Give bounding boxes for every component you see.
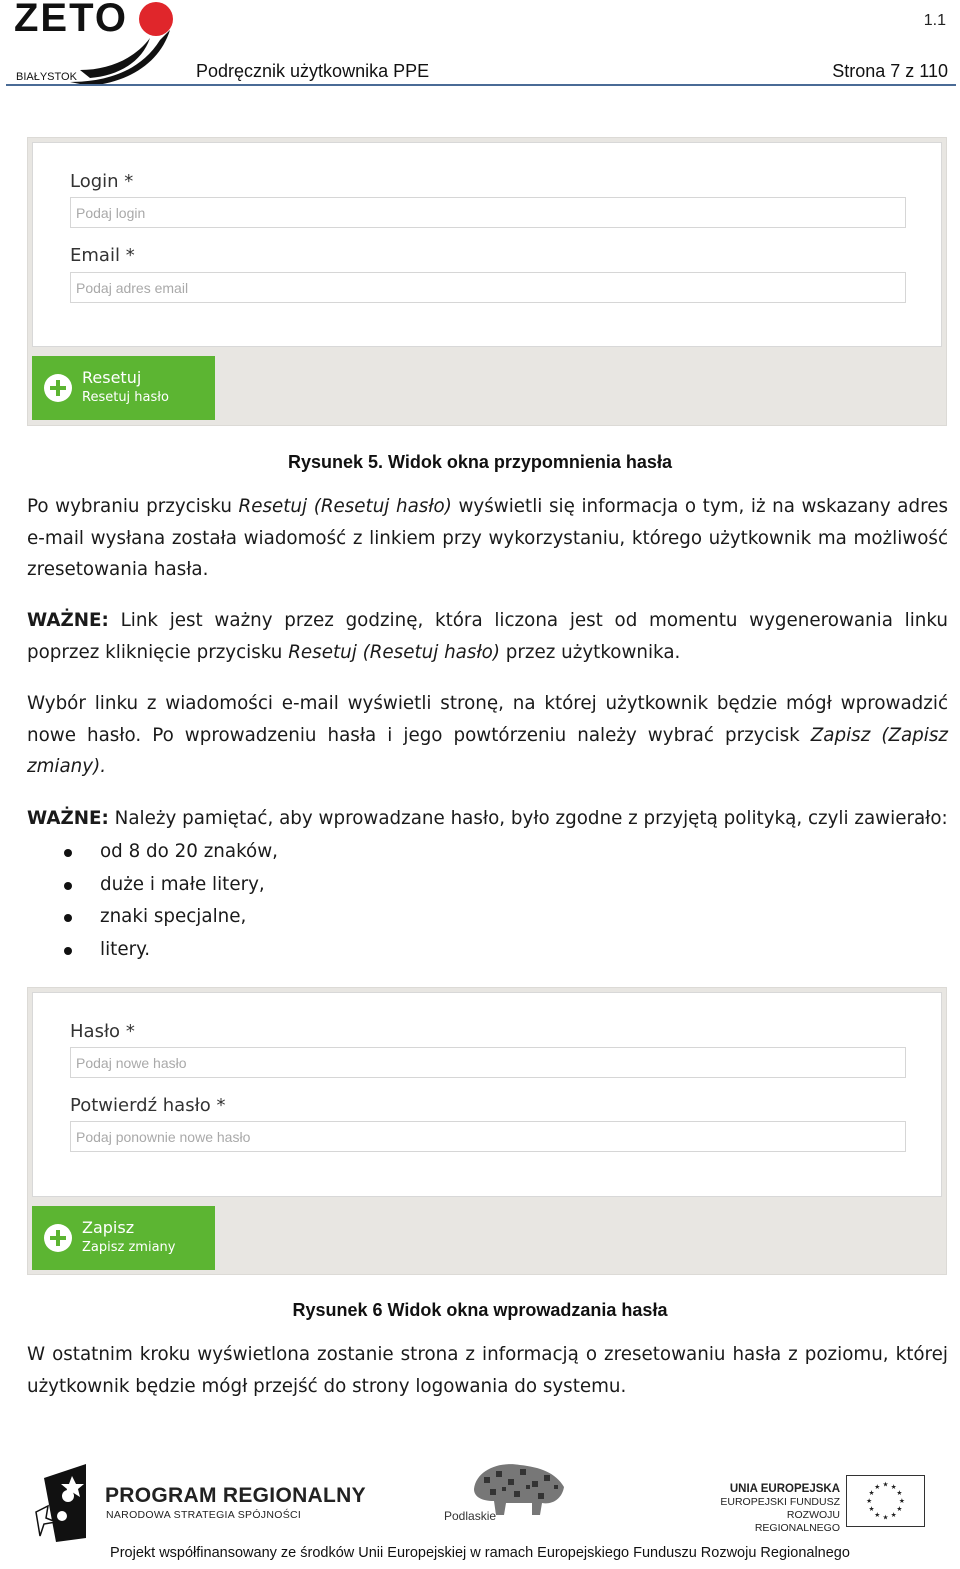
text-run: Link jest ważny przez godzinę, która liczona jest od momentu wygenerowania linku poprzez kliknięcie przycisku	[27, 610, 948, 663]
svg-text:★: ★	[868, 1505, 875, 1514]
email-input[interactable]	[70, 272, 906, 303]
footer-cofinancing-note: Projekt współfinansowany ze środków Unii Europejskiej w ramach Europejskiego Funduszu Rozwoju Regionalnego	[110, 1545, 850, 1561]
login-label-text: Login	[70, 171, 119, 192]
button-reference: Zapisz (Zapisz zmiany).	[27, 724, 948, 777]
password-label	[70, 1021, 135, 1042]
header-divider	[6, 84, 956, 86]
page-number: Strona 7 z 110	[832, 61, 948, 81]
button-reference: Resetuj (Resetuj hasło)	[288, 641, 500, 663]
text-run: Wybór linku z wiadomości e-mail wyświetli stronę, na której użytkownik będzie mógł wprowadzić nowe hasło. Po wprowadzeniu hasła i jego powtórzeniu należy wybrać przycisk	[27, 693, 948, 746]
email-label-text: Email	[70, 245, 120, 266]
eu-line-3: ROZWOJU REGIONALNEGO	[754, 1509, 840, 1534]
confirm-password-input[interactable]	[70, 1121, 906, 1152]
svg-text:★: ★	[882, 1480, 889, 1489]
svg-text:★: ★	[890, 1482, 897, 1491]
save-button-subtitle: Zapisz zmiany	[82, 1240, 176, 1255]
list-item: duże i małe litery,	[62, 869, 278, 902]
paragraph-reset-info	[27, 491, 948, 586]
password-rules-list	[62, 836, 278, 967]
svg-text:★: ★	[890, 1510, 897, 1519]
eu-line-2: EUROPEJSKI FUNDUSZ	[720, 1496, 840, 1508]
save-button[interactable]	[32, 1206, 215, 1270]
confirm-password-label	[70, 1095, 225, 1116]
reset-form-panel	[32, 142, 942, 347]
program-title: PROGRAM REGIONALNY	[105, 1484, 366, 1507]
document-version: 1.1	[923, 12, 946, 29]
svg-text:★: ★	[896, 1505, 903, 1514]
eu-fund-text	[700, 1483, 840, 1535]
required-mark: *	[216, 1095, 226, 1116]
svg-text:★: ★	[896, 1488, 903, 1497]
program-regionalny-emblem-icon	[34, 1460, 88, 1542]
list-item: znaki specjalne,	[62, 901, 278, 934]
login-label	[70, 171, 133, 192]
footer-logos	[0, 1455, 960, 1545]
paragraph-important-link	[27, 605, 948, 668]
text-run: Po wybraniu przycisku	[27, 496, 239, 517]
text-run: przez użytkownika.	[499, 641, 681, 663]
text-run: wyświetli się informacja o tym, iż na wskazany adres e-mail wysłana została wiadomość z linkiem przy wykorzystaniu, którego użytkownik ma możliwość zresetowania hasła.	[27, 496, 948, 580]
svg-text:★: ★	[874, 1510, 881, 1519]
svg-text:★: ★	[882, 1513, 889, 1522]
document-title: Podręcznik użytkownika PPE	[196, 61, 430, 81]
required-mark: *	[125, 1021, 135, 1042]
required-mark: *	[125, 245, 135, 266]
reset-button[interactable]	[32, 356, 215, 420]
login-input[interactable]	[70, 197, 906, 228]
svg-text:★: ★	[866, 1496, 873, 1505]
reset-button-title: Resetuj	[82, 368, 142, 387]
eu-flag-icon	[846, 1475, 925, 1527]
podlaskie-label: Podlaskie	[444, 1509, 497, 1523]
svg-text:★: ★	[868, 1488, 875, 1497]
logo-city: BIAŁYSTOK	[16, 71, 77, 83]
confirm-password-label-text: Potwierdź hasło	[70, 1095, 211, 1116]
save-button-title: Zapisz	[82, 1218, 135, 1237]
text-run: Należy pamiętać, aby wprowadzane hasło, było zgodne z przyjętą polityką, czyli zawierało:	[108, 808, 948, 829]
list-item: litery.	[62, 934, 278, 967]
zeto-logo	[10, 0, 185, 86]
important-label: WAŻNE:	[27, 610, 109, 631]
reset-button-subtitle: Resetuj hasło	[82, 390, 169, 405]
new-password-screenshot	[27, 987, 947, 1275]
button-reference: Resetuj (Resetuj hasło)	[238, 496, 452, 517]
reset-password-screenshot	[27, 137, 947, 426]
paragraph-password-policy	[27, 803, 948, 835]
plus-circle-icon	[44, 1224, 72, 1252]
figure-5-caption: Rysunek 5. Widok okna przypomnienia hasła	[288, 452, 672, 472]
new-password-form-panel	[32, 992, 942, 1197]
logo-wordmark: ZETO	[14, 0, 128, 40]
password-label-text: Hasło	[70, 1021, 121, 1042]
email-label	[70, 245, 135, 266]
required-mark: *	[124, 171, 134, 192]
program-subtitle: NARODOWA STRATEGIA SPÓJNOŚCI	[106, 1509, 302, 1521]
text-run: W ostatnim kroku wyświetlona zostanie strona z informacją o zresetowaniu hasła z poziomu, której użytkownik będzie mógł przejść do strony logowania do systemu.	[27, 1344, 948, 1397]
svg-text:★: ★	[874, 1482, 881, 1491]
eu-line-1: UNIA EUROPEJSKA	[729, 1483, 840, 1495]
important-label: WAŻNE:	[27, 808, 109, 829]
list-item: od 8 do 20 znaków,	[62, 836, 278, 869]
password-input[interactable]	[70, 1047, 906, 1078]
logo-dot	[139, 2, 173, 36]
svg-text:★: ★	[898, 1496, 905, 1505]
paragraph-final-step	[27, 1339, 948, 1402]
podlaskie-bison-icon	[470, 1459, 567, 1515]
figure-6-caption: Rysunek 6 Widok okna wprowadzania hasła	[292, 1300, 668, 1320]
paragraph-link-choice	[27, 688, 948, 783]
plus-circle-icon	[44, 374, 72, 402]
